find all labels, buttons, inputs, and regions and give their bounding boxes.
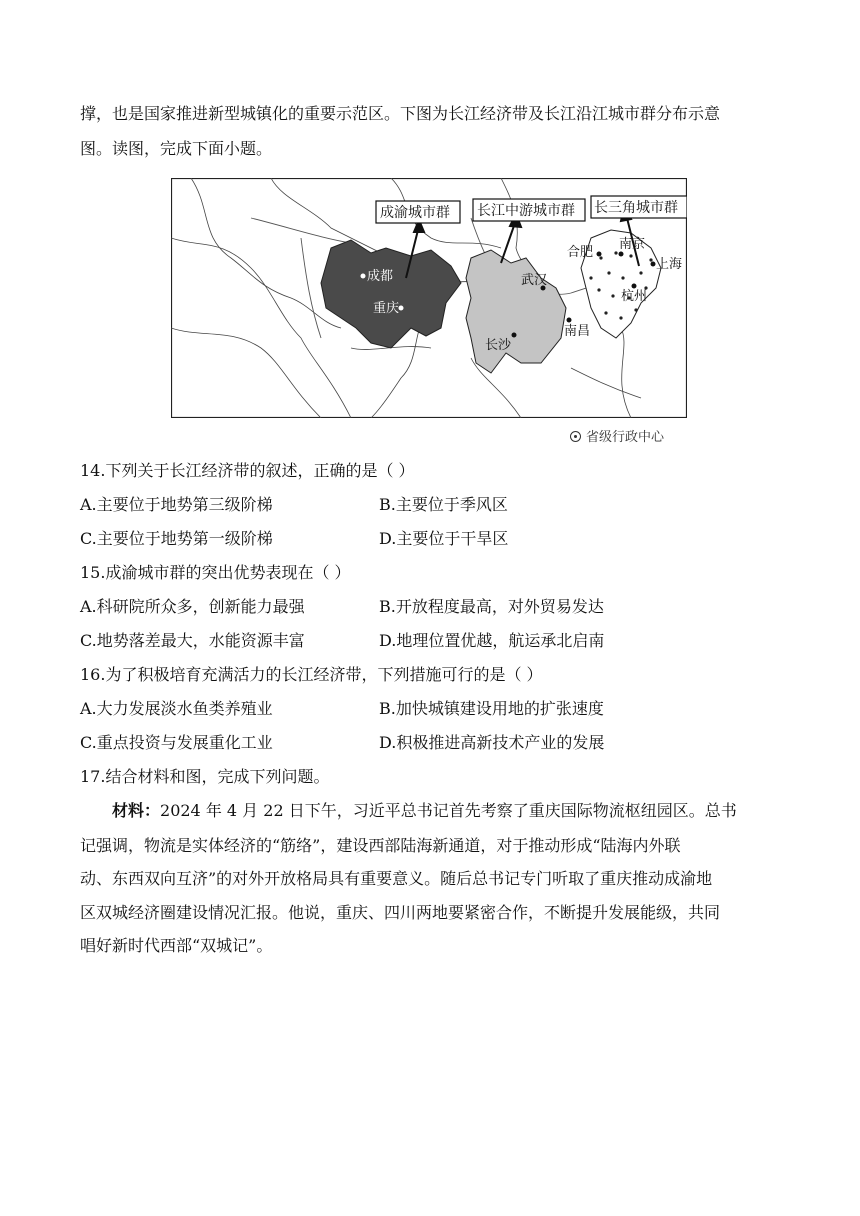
- material-label: 材料：: [112, 801, 161, 820]
- q14-option-c: C.主要位于地势第一级阶梯: [80, 529, 273, 548]
- city-chongqing: 重庆: [373, 301, 400, 316]
- city-nanjing: 南京: [619, 237, 646, 252]
- q14-option-a: A.主要位于地势第三级阶梯: [80, 495, 273, 514]
- q15-option-c: C.地势落差最大，水能资源丰富: [80, 631, 305, 650]
- map-legend: [570, 426, 664, 445]
- intro-line-1: 撑，也是国家推进新型城镇化的重要示范区。下图为长江经济带及长江沿江城市群分布示意: [80, 104, 721, 123]
- material-line-2: 记强调，物流是实体经济的“筋络”，建设西部陆海新通道，对于推动形成“陆海内外联: [80, 836, 681, 855]
- question-15-stem: 15.成渝城市群的突出优势表现在（ ）: [80, 563, 351, 582]
- city-chengdu: 成都: [367, 269, 394, 284]
- provincial-capital-icon: [570, 431, 581, 442]
- material-line-4: 区双城经济圈建设情况汇报。他说，重庆、四川两地要紧密合作，不断提升发展能级，共同: [80, 903, 721, 922]
- material-line-5: 唱好新时代西部“双城记”。: [80, 936, 273, 955]
- q16-option-d: D.积极推进高新技术产业的发展: [379, 733, 605, 752]
- city-nanchang: 南昌: [564, 324, 591, 339]
- yangtze-map: [171, 178, 687, 418]
- legend-text: 省级行政中心: [586, 430, 665, 445]
- material-text-1: 2024 年 4 月 22 日下午，习近平总书记首先考察了重庆国际物流枢纽园区。总书: [160, 801, 737, 820]
- q15-option-d: D.地理位置优越，航运承北启南: [379, 631, 605, 650]
- q14-option-d: D.主要位于干旱区: [379, 529, 509, 548]
- q16-option-b: B.加快城镇建设用地的扩张速度: [379, 699, 604, 718]
- box-chengyu: 成渝城市群: [380, 205, 450, 221]
- city-hefei: 合肥: [567, 245, 594, 260]
- q14-option-b: B.主要位于季风区: [379, 495, 508, 514]
- city-wuhan: 武汉: [521, 273, 548, 288]
- q15-option-a: A.科研院所众多，创新能力最强: [80, 597, 305, 616]
- question-14-stem: 14.下列关于长江经济带的叙述，正确的是（ ）: [80, 461, 415, 480]
- city-hangzhou: 杭州: [621, 289, 648, 304]
- city-changsha: 长沙: [485, 338, 512, 353]
- question-16-stem: 16.为了积极培育充满活力的长江经济带，下列措施可行的是（ ）: [80, 665, 543, 684]
- q15-option-b: B.开放程度最高，对外贸易发达: [379, 597, 604, 616]
- material-line-1: [112, 801, 737, 821]
- box-middle: 长江中游城市群: [477, 203, 575, 219]
- q16-option-c: C.重点投资与发展重化工业: [80, 733, 273, 752]
- intro-line-2: 图。读图，完成下面小题。: [80, 139, 273, 158]
- box-delta: 长三角城市群: [594, 200, 678, 216]
- city-shanghai: 上海: [656, 257, 683, 272]
- material-line-3: 动、东西双向互济”的对外开放格局具有重要意义。随后总书记专门听取了重庆推动成渝地: [80, 869, 713, 888]
- question-17-stem: 17.结合材料和图，完成下列问题。: [80, 767, 330, 786]
- q16-option-a: A.大力发展淡水鱼类养殖业: [80, 699, 273, 718]
